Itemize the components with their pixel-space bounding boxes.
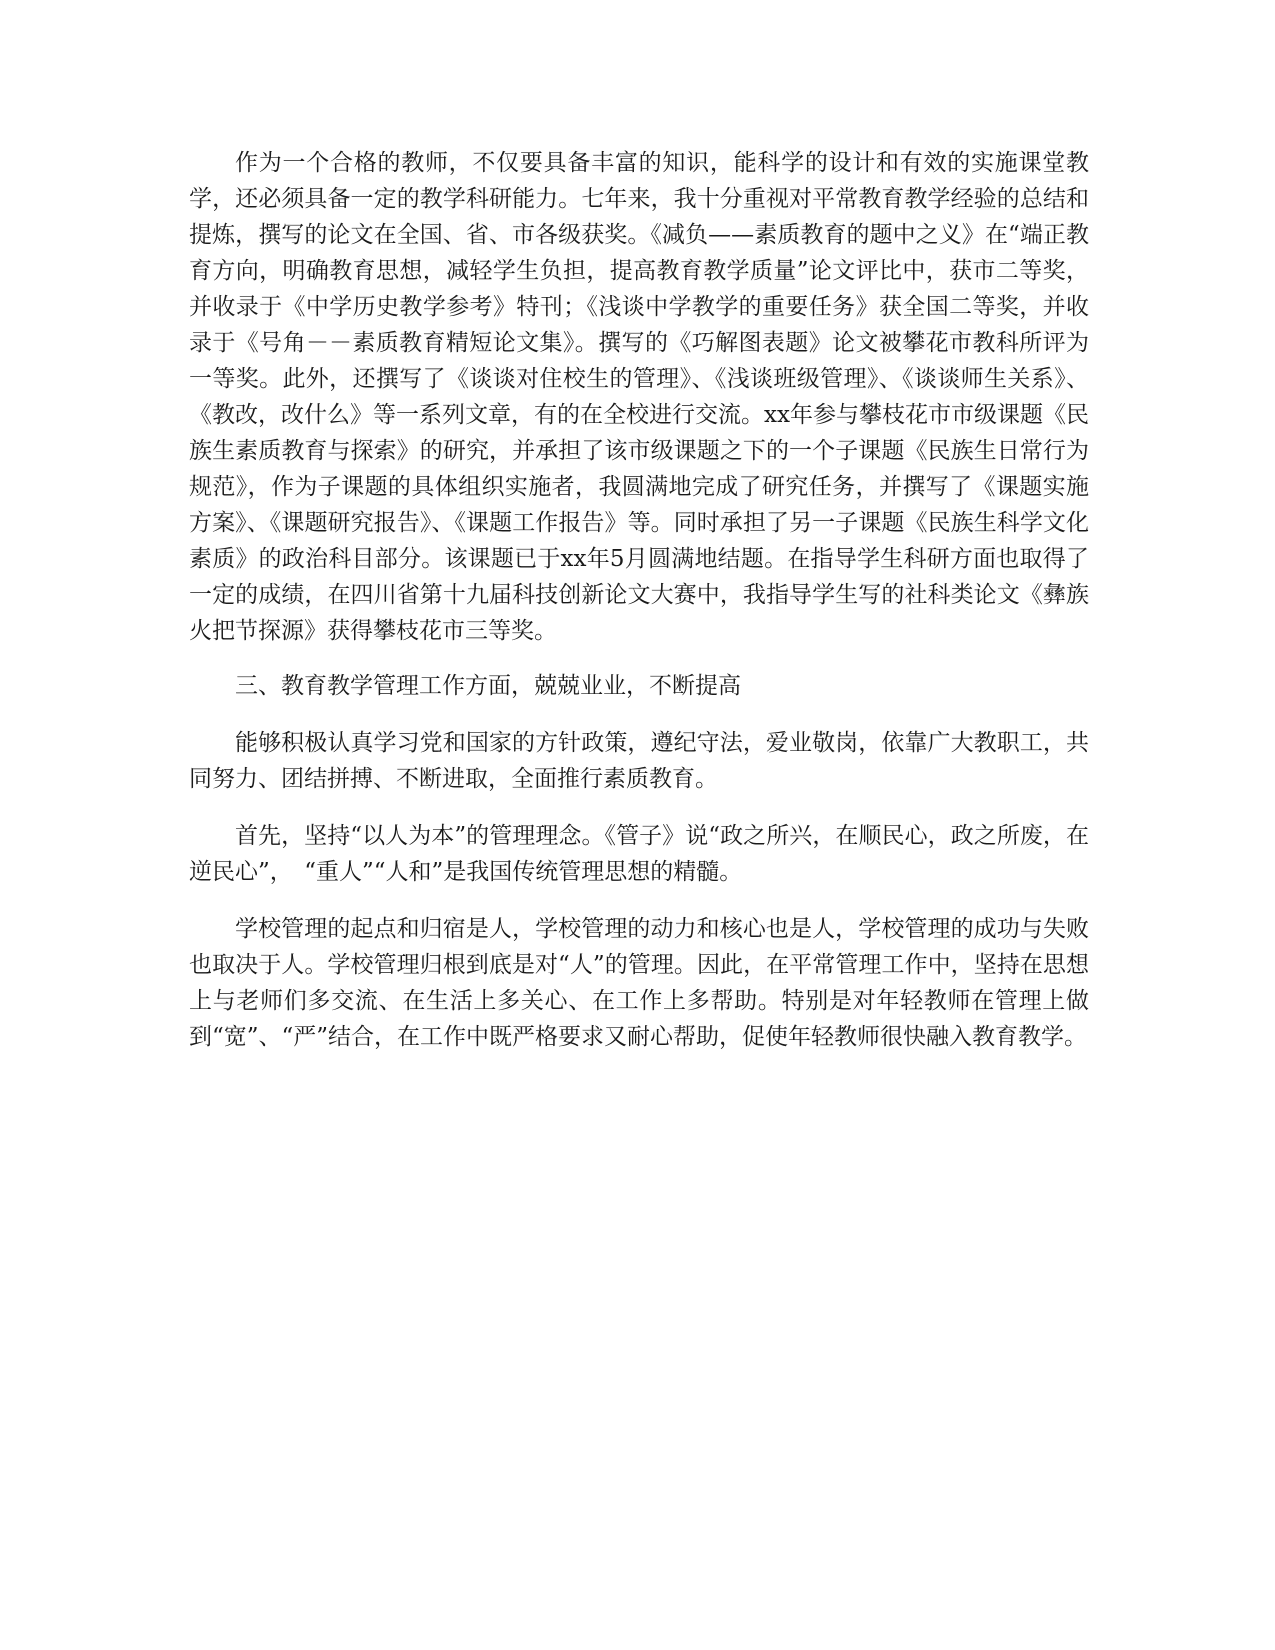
paragraph-school-management: 学校管理的起点和归宿是人，学校管理的动力和核心也是人，学校管理的成功与失败也取决于人。学校管理归根到底是对“人”的管理。因此，在平常管理工作中，坚持在思想上与老师们多交流、在生活上多关心、在工作上多帮助。特别是对年轻教师在管理上做到“宽”、“严”结合，在工作中既严格要求又耐心帮助，促使年轻教师很快融入教育教学。 — [189, 916, 1089, 1050]
paragraph-policy-study: 能够积极认真学习党和国家的方针政策，遵纪守法，爱业敬岗，依靠广大教职工，共同努力、团结拼搏、不断进取，全面推行素质教育。 — [189, 730, 1089, 792]
paragraph-research-achievements: 作为一个合格的教师，不仅要具备丰富的知识，能科学的设计和有效的实施课堂教学，还必须具备一定的教学科研能力。七年来，我十分重视对平常教育教学经验的总结和提炼，撰写的论文在全国、省、市各级获奖。《减负——素质教育的题中之义》在“端正教育方向，明确教育思想，减轻学生负担，提高教育教学质量”论文评比中，获市二等奖，并收录于《中学历史教学参考》特刊；《浅谈中学教学的重要任务》获全国二等奖，并收录于《号角－－素质教育精短论文集》。撰写的《巧解图表题》论文被攀花市教科所评为一等奖。此外，还撰写了《谈谈对住校生的管理》、《浅谈班级管理》、《谈谈师生关系》、《教改，改什么》等一系列文章，有的在全校进行交流。xx年参与攀枝花市市级课题《民族生素质教育与探索》的研究，并承担了该市级课题之下的一个子课题《民族生日常行为规范》，作为子课题的具体组织实施者，我圆满地完成了研究任务，并撰写了《课题实施方案》、《课题研究报告》、《课题工作报告》等。同时承担了另一子课题《民族生科学文化素质》的政治科目部分。该课题已于xx年5月圆满地结题。在指导学生科研方面也取得了一定的成绩，在四川省第十九届科技创新论文大赛中，我指导学生写的社科类论文《彝族火把节探源》获得攀枝花市三等奖。 — [189, 150, 1089, 644]
section-heading-management: 三、教育教学管理工作方面，兢兢业业，不断提高 — [235, 673, 741, 699]
document-body — [189, 145, 1089, 1076]
paragraph-people-oriented: 首先，坚持“以人为本”的管理理念。《管子》说“政之所兴，在顺民心，政之所废，在逆民心”， “重人”“人和”是我国传统管理思想的精髓。 — [189, 823, 1089, 885]
